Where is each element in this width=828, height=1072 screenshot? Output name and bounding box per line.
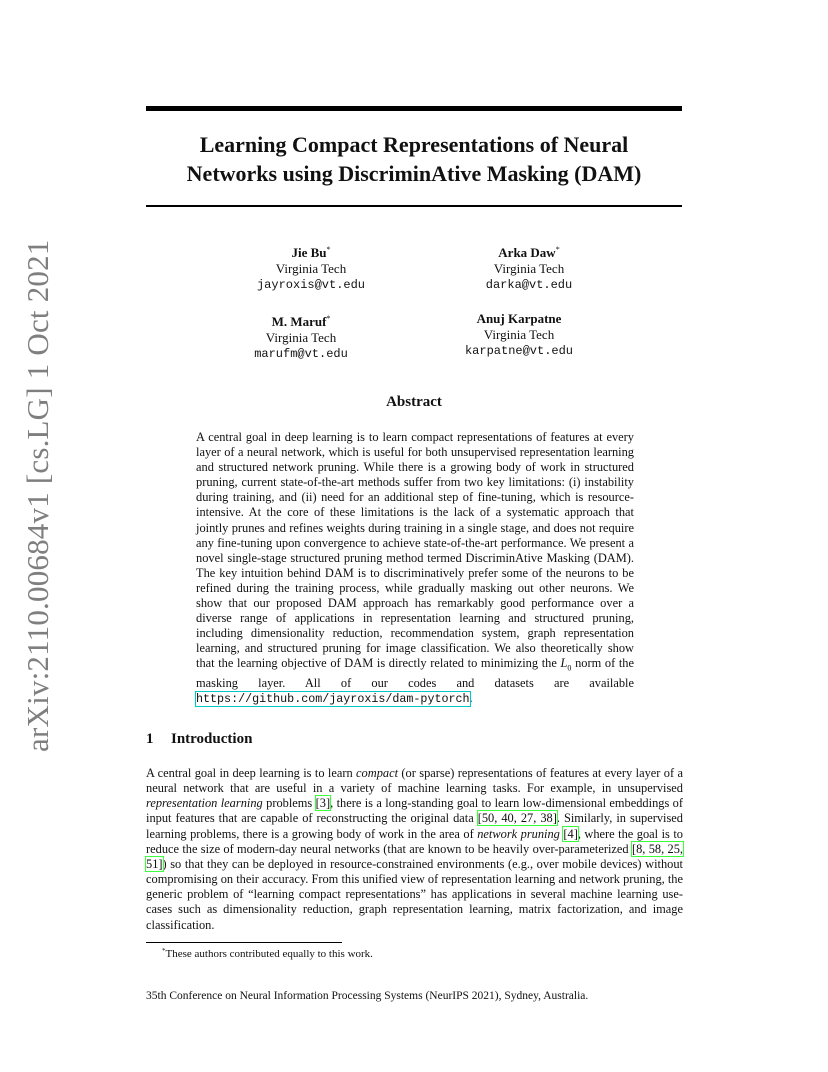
intro-emphasis: representation learning [146,796,263,811]
venue-footer: 35th Conference on Neural Information Processing Systems (NeurIPS 2021), Sydney, Australia. [146,990,589,1002]
paper-title [146,130,682,188]
intro-text: ) so that they can be deployed in resource-constrained environments (e.g., over mobile devices) without compromising on their accuracy. From this unified view of representation learning and network pruning, the generic problem of “learning compact representations” has applications in several machine learning use-cases such as dimensionality reduction, graph representation learning, matrix factorization, and image classification. [146,856,683,932]
author-block-2 [448,242,610,293]
citation-link[interactable]: [50, 40, 27, 38] [477,811,557,826]
intro-text: A central goal in deep learning is to learn [146,766,357,780]
intro-text: , where the goal is to reduce the size of modern-day neural networks (that are known to be heavily over-parameterized [146,826,683,856]
footnote [162,947,373,960]
author-name: Anuj Karpatne [476,311,562,326]
abstract-body [196,430,634,707]
footnote-mark: * [162,947,166,955]
author-affiliation: Virginia Tech [493,261,565,276]
citation-link[interactable]: [3] [315,796,331,811]
footnote-text: These authors contributed equally to this work. [165,948,373,960]
intro-text: problems [262,796,316,811]
abstract-text: A central goal in deep learning is to learn compact representations of features at every layer of a neural network, which is useful for both unsupervised representation learning and structured network pruning. While there is a growing body of work in structured pruning, current state-of-the-art methods suffer from two key limitations: (i) instability during training, and (ii) need for an additional step of fine-tuning, which is resource-intensive. At the core of these limitations is the lack of a systematic approach that jointly prunes and refines weights during training in a single stage, and does not require any fine-tuning upon convergence to achieve state-of-the-art performance. We present a novel single-stage structured pruning method termed DiscriminAtive Masking (DAM). The key intuition behind DAM is to discriminatively prefer some of the neurons to be refined during the training process, while gradually masking out other neurons. We show that our proposed DAM approach has remarkably good performance over a diverse range of applications in representation learning and structured pruning, including dimensionality reduction, recommendation system, graph representation learning, and structured pruning for image classification. We also theoretically show that the learning objective of DAM is directly related to minimizing the [196,430,634,671]
author-affiliation: Virginia Tech [265,330,337,345]
author-email[interactable]: darka@vt.edu [485,278,573,292]
norm-symbol: L [560,656,568,671]
title-bottom-rule [146,205,682,207]
code-repo-link[interactable]: https://github.com/jayroxis/dam-pytorch [196,692,470,707]
author-name: Arka Daw [498,245,556,260]
norm-subscript: 0 [567,663,572,673]
equal-contrib-mark: * [326,314,331,323]
author-affiliation: Virginia Tech [483,327,555,342]
author-block-1 [230,242,392,293]
equal-contrib-mark: * [555,245,560,254]
intro-emphasis: network pruning [477,826,560,841]
abstract-end: . [469,691,473,706]
author-block-3 [220,311,382,362]
abstract-text-cont: norm of the masking layer. All of our codes and datasets are available [196,656,634,690]
author-email[interactable]: jayroxis@vt.edu [256,278,366,292]
author-block-4 [438,311,600,359]
citation-link[interactable]: [4] [563,826,578,841]
section-heading-introduction [146,731,252,748]
title-line-1: Learning Compact Representations of Neural [199,132,629,157]
intro-emphasis: compact [356,766,399,780]
abstract-heading: Abstract [386,394,442,410]
title-top-rule [146,106,682,111]
section-title: Introduction [171,731,253,747]
intro-text: . Similarly, in supervised learning problems, there is a growing body of work in the area of [146,811,683,841]
author-name: Jie Bu [291,245,327,260]
equal-contrib-mark: * [326,245,331,254]
author-email[interactable]: karpatne@vt.edu [464,344,574,358]
introduction-paragraph [146,766,683,933]
arxiv-stamp: arXiv:2110.00684v1 [cs.LG] 1 Oct 2021 [20,239,55,752]
title-line-2: Networks using DiscriminAtive Masking (DAM) [186,161,642,186]
section-number: 1 [146,731,154,747]
author-email[interactable]: marufm@vt.edu [254,347,348,361]
intro-text: (or sparse) representations of features at every layer of a neural network that are useful in a variety of machine learning tasks. For example, in unsupervised [146,766,683,796]
footnote-rule [146,942,342,943]
intro-text: , there is a long-standing goal to learn low-dimensional embeddings of input features that are capable of reconstructing the original data [146,796,683,826]
author-name: M. Maruf [271,314,327,329]
author-affiliation: Virginia Tech [275,261,347,276]
citation-link[interactable]: [8, 58, 25, 51] [146,841,683,871]
